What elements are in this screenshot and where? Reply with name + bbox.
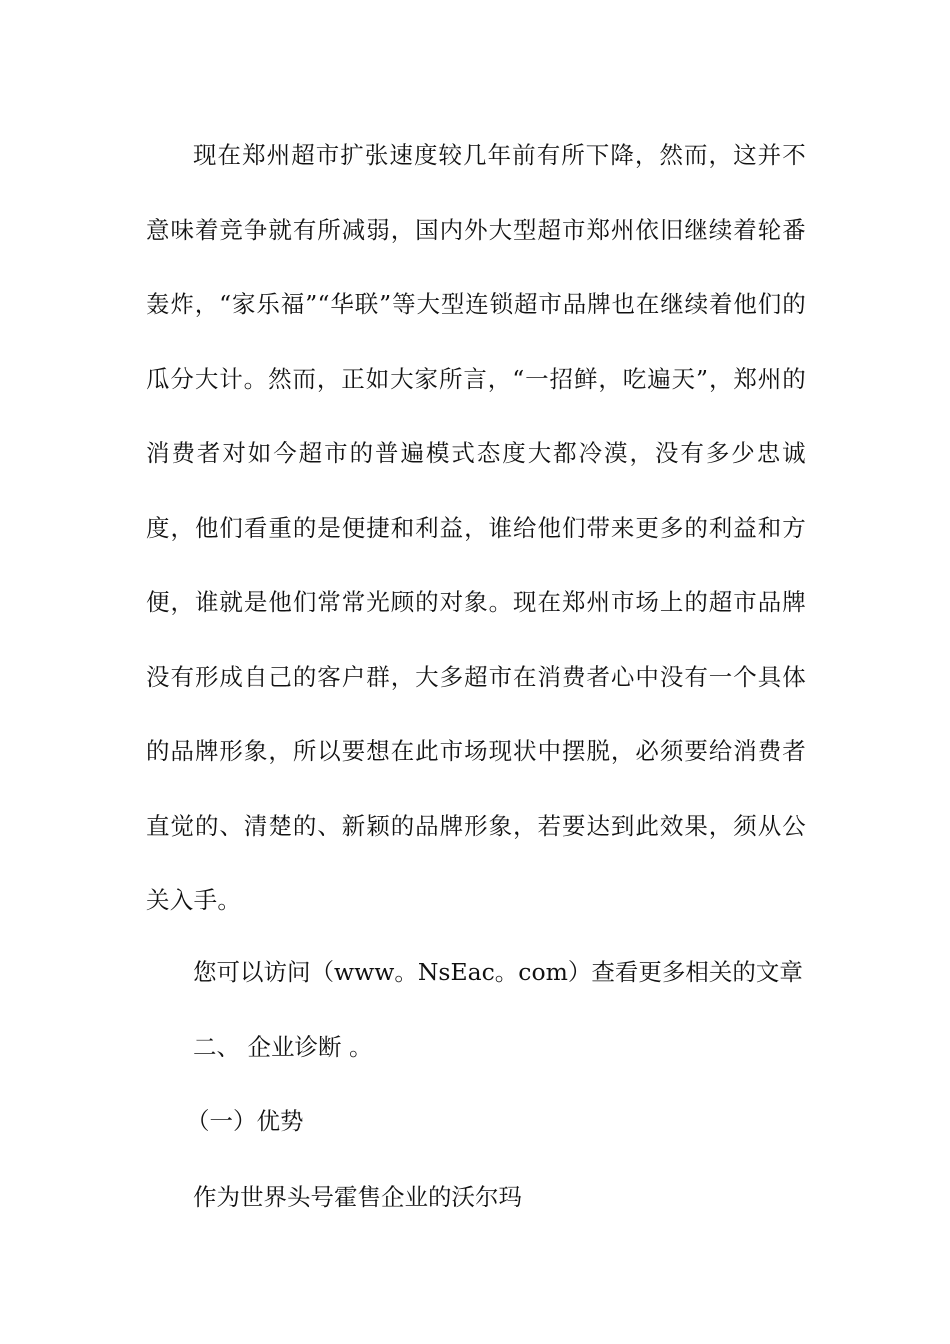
subsection-heading: （一）优势: [186, 1107, 304, 1135]
body-line: 作为世界头号霍售企业的沃尔玛: [193, 1183, 522, 1211]
body-paragraph: 现在郑州超市扩张速度较几年前有所下降，然而，这并不意味着竞争就有所减弱，国内外大型超市郑州依旧继续着轮番轰炸，“家乐福”“华联”等大型连锁超市品牌也在继续着他们的瓜分大计。然而，正如大家所言，“一招鲜，吃遍天”，郑州的消费者对如今超市的普遍模式态度大都冷漠，没有多少忠诚度，他们看重的是便捷和利益，谁给他们带来更多的利益和方便，谁就是他们常常光顾的对象。现在郑州市场上的超市品牌没有形成自己的客户群，大多超市在消费者心中没有一个具体的品牌形象，所以要想在此市场现状中摆脱，必须要给消费者直觉的、清楚的、新颖的品牌形象，若要达到此效果，须从公关入手。: [146, 141, 806, 914]
section-heading: 二、 企业诊断 。: [193, 1033, 373, 1061]
reference-url-line: 您可以访问（www。NsEac。com）查看更多相关的文章: [193, 958, 803, 986]
